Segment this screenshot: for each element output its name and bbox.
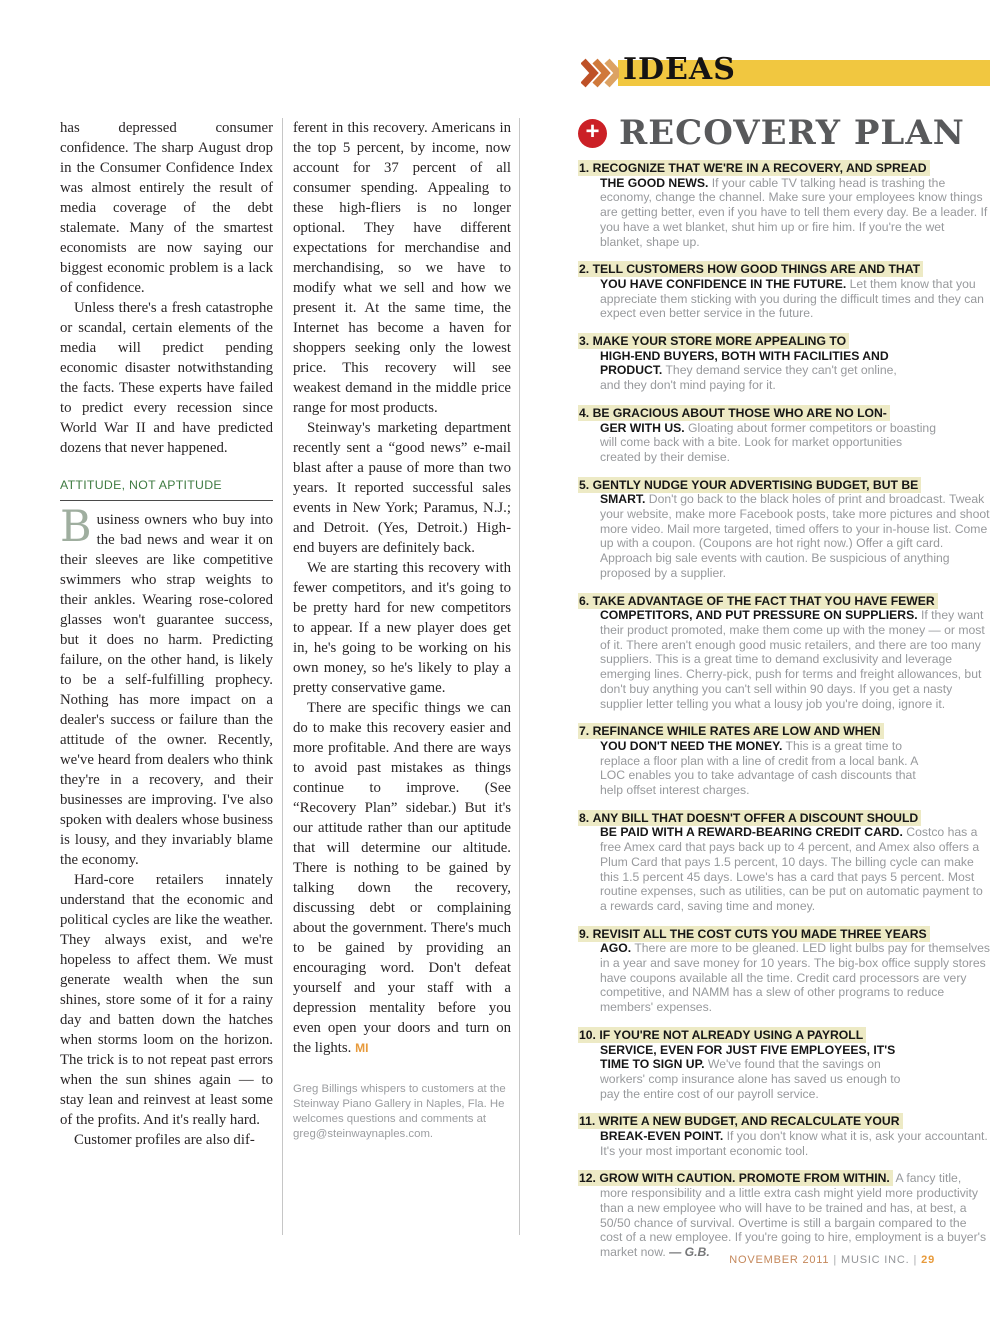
author-bio: Greg Billings whispers to customers at the Steinway Piano Gallery in Naples, Fla. He welcomes questions and comments at greg@steinwaynaples.com.: [293, 1083, 506, 1140]
list-item: 2. TELL CUSTOMERS HOW GOOD THINGS ARE AND THAT YOU HAVE CONFIDENCE IN THE FUTURE. Let them know that you appreciate them sticking with you during the difficult times and they can expect even better service in the future.: [579, 262, 984, 321]
article-paragraph: has depressed consumer confidence. The sharp August drop in the Consumer Confidence Index was almost entirely the result of media coverage of the debt stalemate. Many of the smartest economists are now saying our biggest economic problem is a lack of confidence.: [60, 120, 273, 296]
recovery-plan-list: [578, 161, 990, 1273]
page-footer: [729, 1254, 935, 1266]
article-paragraph: ferent in this recovery. Americans in the top 5 percent, by income, now account for 37 percent of all consumer spending. Appealing to these high-fliers is no longer optional. They have different expectations for merchandise and merchandising, so we have to modify what we sell and how we present it. At the same time, the Internet has become a haven for shoppers seeking only the lowest price. This recovery will see weakest demand in the middle price range for most products.: [293, 120, 511, 416]
list-item: 3. MAKE YOUR STORE MORE APPEALING TO HIGH-END BUYERS, BOTH WITH FACILITIES AND PRODUCT. They demand service they can't get online, and they don't mind paying for it.: [579, 334, 897, 393]
list-item: 5. GENTLY NUDGE YOUR ADVERTISING BUDGET, BUT BE SMART. Don't go back to the black holes of print and broadcast. Tweak your website, make more Facebook posts, take more pictures and shoot more video. Mail more targeted, timed offers to your in-house list. Come up with a coupon. (Coupons are hot right now.) Offer a gift card. Approach big sale events with caution. Be suspicious of anything proposed by a supplier.: [579, 477, 990, 580]
list-item: 4. BE GRACIOUS ABOUT THOSE WHO ARE NO LON- GER WITH US. Gloating about former competitors or boasting will come back with a bite. Look for market opportunities created by their demise.: [579, 405, 936, 464]
section-heading: ATTITUDE, NOT APTITUDE: [60, 475, 273, 501]
article-body: [60, 118, 520, 1235]
recovery-plan-header: [578, 113, 965, 153]
article-paragraph: Unless there's a fresh catastrophe or scandal, certain elements of the media will predict pending economic disaster notwithstanding the facts. These experts have failed to predict every recession since World War II and have predicted dozens that never happened.: [60, 300, 273, 456]
drop-cap: B: [60, 502, 92, 552]
plus-icon: +: [578, 119, 607, 148]
article-paragraph: Customer profiles are also dif-: [74, 1132, 255, 1148]
issue-date: NOVEMBER 2011: [729, 1254, 830, 1266]
article-paragraph: We are starting this recovery with fewer competitors, and it's going to be pretty hard for new competitors to appear. If a new player does get in, he's going to be working on his own money, so he's likely to play a pretty conservative game.: [293, 560, 511, 696]
list-item: 12. GROW WITH CAUTION. PROMOTE FROM WITHIN. A fancy title, more responsibility and a little extra cash might yield more productivity than a new employee who will have to be trained and has, at best, a 50/50 chance of survival. Overtime is still a bargain compared to the cost of a new employee. If you're going to hire, employment is a buyer's market now. — G.B.: [579, 1171, 987, 1259]
section-brand: IDEAS: [623, 52, 736, 87]
end-slug: MI: [355, 1041, 369, 1055]
list-item: 11. WRITE A NEW BUDGET, AND RECALCULATE YOUR BREAK-EVEN POINT. If you don't know what it is, ask your accountant. It's your most important economic tool.: [579, 1114, 988, 1158]
separator: |: [913, 1254, 918, 1266]
article-paragraph: Hard-core retailers innately understand that the economic and political cycles are like the weather. They always exist, and we're hopeless to affect them. We must generate wealth when the sun shines, store some of it for a rainy day and batten down the hatches when storms loom on the horizon. The trick is to not repeat past errors when the sun shines again — to stay lean and reinvest at least some of the profits. And it's really hard.: [60, 872, 273, 1128]
list-item: 7. REFINANCE WHILE RATES ARE LOW AND WHEN YOU DON'T NEED THE MONEY. This is a great time to replace a floor plan with a line of credit from a local bank. A LOC enables you to take advantage of cash discounts that help offset interest charges.: [579, 724, 918, 798]
triple-chevron-icon: [581, 58, 619, 88]
article-paragraph: There are specific things we can do to make this recovery easier and more profitable. And there are ways to avoid past mistakes as things continue to improve. (See “Recovery Plan” sidebar.) But it's our attitude rather than our aptitude that will determine our altitude. There is nothing to be gained by talking down the recovery, discussing debt or complaining about the government. There's much to be gained by providing an encouraging word. Don't defeat yourself and your staff with a depression mentality before you even open your doors and turn on the lights. MI: [293, 700, 511, 1056]
list-item: 9. REVISIT ALL THE COST CUTS YOU MADE THREE YEARS AGO. There are more to be gleaned. LED light bulbs pay for themselves in a year and save money for 10 years. The big-box office supply stores have coupons available all the time. Credit card processors are very competitive, and NAMM has a slew of other programs to reduce members' expenses.: [579, 926, 990, 1015]
separator: |: [833, 1254, 837, 1266]
article-column-middle: [283, 118, 520, 1235]
author-initials: — G.B.: [669, 1245, 710, 1259]
list-item: 8. ANY BILL THAT DOESN'T OFFER A DISCOUNT SHOULD BE PAID WITH A REWARD-BEARING CREDIT CARD. Costco has a free Amex card that pays back up to 4 percent, and Amex also offers a Plum Card that pays 1.5 percent, 10 days. The billing cycle can make this 1.5 percent 45 days. Lowe's has a card that pays 5 percent. Most routine expenses, such as utilities, can be put on automatic payment to a rewards card, saving time and money.: [579, 810, 983, 913]
sidebar-title: RECOVERY PLAN: [619, 113, 965, 153]
page-number: 29: [921, 1254, 935, 1266]
list-item: 6. TAKE ADVANTAGE OF THE FACT THAT YOU HAVE FEWER COMPETITORS, AND PUT PRESSURE ON SUPPLIERS. If they want their product promoted, make them come up with the money — or most of it. There aren't enough good music retailers, and there are too many suppliers. This is a great time to demand exclusivity and leverage emerging lines. Cherry-pick, push for terms and freight allowances, but don't buy anything you can't sell within 90 days. If you get a nasty supplier letter telling you what a lousy job you're doing, ignore it.: [579, 593, 985, 711]
article-column-left: [60, 118, 283, 1235]
article-paragraph: Steinway's marketing department recently sent a “good news” e-mail blast after a pause of more than two years. It reported successful sales events in New York; Paramus, N.J.; and Detroit. (Yes, Detroit.) High-end buyers are definitely back.: [293, 420, 511, 556]
article-paragraph: Business owners who buy into the bad news and wear it on their sleeves are like competitive swimmers who strap weights to their ankles. Wearing rose-colored glasses won't guarantee success, but it does no harm. Predicting failure, on the other hand, is likely to be a self-fulfilling prophecy. Nothing has more impact on a dealer's success or failure than the attitude of the owner. Recently, we've heard from dealers who think they're in a recovery, and their businesses are improving. I've also spoken with dealers whose business is lousy, and they invariably blame the economy.: [60, 502, 273, 868]
list-item: 10. IF YOU'RE NOT ALREADY USING A PAYROLL SERVICE, EVEN FOR JUST FIVE EMPLOYEES, IT'S TIME TO SIGN UP. We've found that the savings on workers' comp insurance alone has saved us enough to pay the entire cost of our payroll service.: [579, 1027, 901, 1101]
list-item: 1. RECOGNIZE THAT WE'RE IN A RECOVERY, AND SPREAD THE GOOD NEWS. If your cable TV talking head is trashing the economy, change the channel. Make sure your employees know things are getting better, even if you have to tell them every day. Be a leader. If you have a wet blanket, shut him up or fire him. If you're the wet blanket, shape up.: [579, 161, 988, 249]
magazine-name: MUSIC INC.: [840, 1254, 910, 1266]
